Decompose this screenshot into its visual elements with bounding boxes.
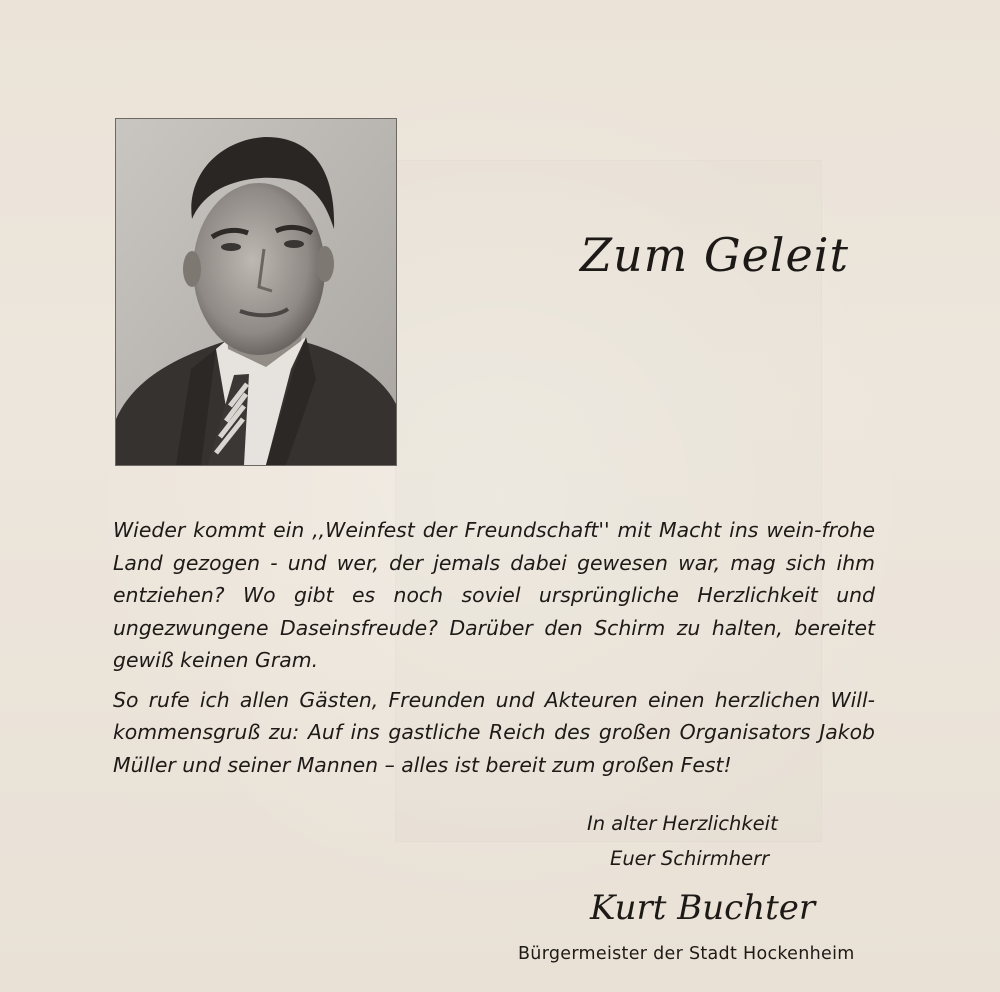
handwritten-signature: Kurt Buchter (590, 888, 816, 928)
paragraph-2: So rufe ich allen Gästen, Freunden und Akteuren einen herzlichen Will-kommensgruß zu: Auf ins gastliche Reich des großen Organisators Jakob Müller und seiner Mannen – alles ist bereit zum großen Fest! (113, 687, 875, 777)
signatory-title: Bürgermeister der Stadt Hockenheim (518, 944, 855, 964)
paragraph-1: Wieder kommt ein ,,Weinfest der Freundschaft'' mit Macht ins wein-frohe Land gezogen - und wer, der jemals dabei gewesen war, mag sich ihm entziehen? Wo gibt es noch soviel ursprüngliche Herzlichkeit und ungezwungene Daseinsfreude? Darüber den Schirm zu halten, bereitet gewiß keinen Gram. (113, 518, 875, 672)
letter-body (113, 514, 875, 781)
page-heading: Zum Geleit (580, 228, 849, 282)
portrait-photo (115, 118, 397, 466)
closing-line-1: In alter Herzlichkeit (587, 812, 778, 835)
closing-line-2: Euer Schirmherr (610, 847, 770, 870)
